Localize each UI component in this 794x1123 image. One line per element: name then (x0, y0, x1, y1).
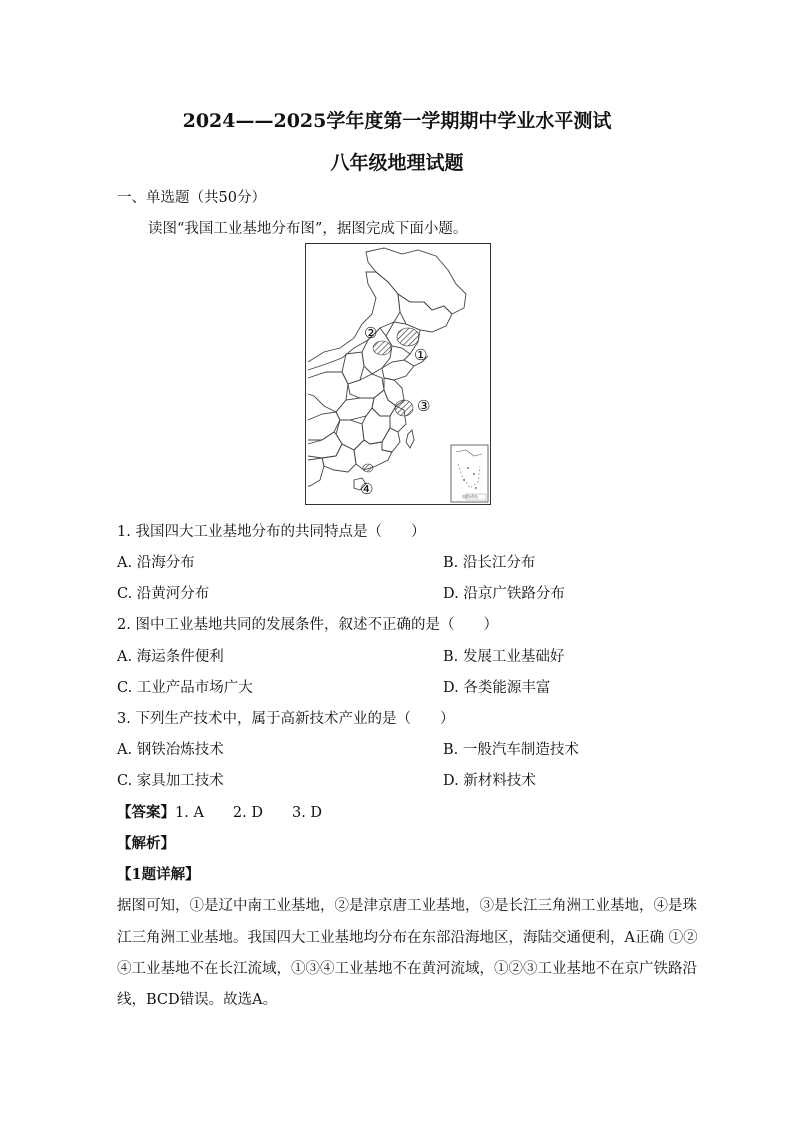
question-1-option-b: B. 沿长江分布 (443, 555, 536, 571)
analysis-line-2: 江三角洲工业基地。我国四大工业基地均分布在东部沿海地区，海陆交通便利，A正确 ①② (117, 930, 698, 946)
instruction-text: 读图“我国工业基地分布图”，据图完成下面小题。 (148, 221, 468, 237)
marker-1: ① (414, 346, 428, 364)
page-title: 2024——2025学年度第一学期期中学业水平测试 (182, 110, 612, 132)
question-3-option-b: B. 一般汽车制造技术 (443, 742, 579, 758)
question-2-option-c: C. 工业产品市场广大 (117, 680, 253, 696)
question-3-option-d: D. 新材料技术 (443, 773, 536, 789)
marker-3: ③ (417, 397, 431, 415)
question-2-stem: 2. 图中工业基地共同的发展条件，叙述不正确的是（ ） (117, 617, 498, 633)
question-1-option-a: A. 沿海分布 (117, 555, 195, 571)
analysis-line-1: 据图可知，①是辽中南工业基地，②是津京唐工业基地，③是长江三角洲工业基地，④是珠 (117, 898, 697, 914)
marker-2: ② (364, 324, 378, 342)
question-3-option-a: A. 钢铁冶炼技术 (117, 742, 224, 758)
industrial-base-areas (363, 328, 419, 472)
answer-label: 【答案】 (117, 804, 175, 821)
industrial-base-map (305, 243, 491, 505)
question-1-option-c: C. 沿黄河分布 (117, 586, 210, 602)
question-1-option-d: D. 沿京广铁路分布 (443, 586, 565, 602)
analysis-label: 【解析】 (117, 835, 175, 852)
section-heading: 一、单选题（共50分） (117, 190, 266, 206)
question-3-option-c: C. 家具加工技术 (117, 773, 224, 789)
analysis-line-3: ④工业基地不在长江流域，①③④工业基地不在黄河流域，①②③工业基地不在京广铁路沿 (117, 961, 697, 977)
analysis-line-4: 线，BCD错误。故选A。 (117, 992, 278, 1008)
answer-text: 1. A 2. D 3. D (175, 805, 323, 821)
answer-line (117, 801, 322, 822)
question-1-stem: 1. 我国四大工业基地分布的共同特点是（ ） (117, 524, 426, 540)
detail-label: 【1题详解】 (117, 866, 200, 883)
question-2-option-a: A. 海运条件便利 (117, 649, 224, 665)
inset-caption: 南海诸岛 (462, 494, 478, 499)
question-3-stem: 3. 下列生产技术中，属于高新技术产业的是（ ） (117, 711, 455, 727)
page-subtitle: 八年级地理试题 (330, 152, 464, 174)
marker-4: ④ (360, 480, 374, 498)
question-2-option-d: D. 各类能源丰富 (443, 680, 551, 696)
question-2-option-b: B. 发展工业基础好 (443, 649, 565, 665)
